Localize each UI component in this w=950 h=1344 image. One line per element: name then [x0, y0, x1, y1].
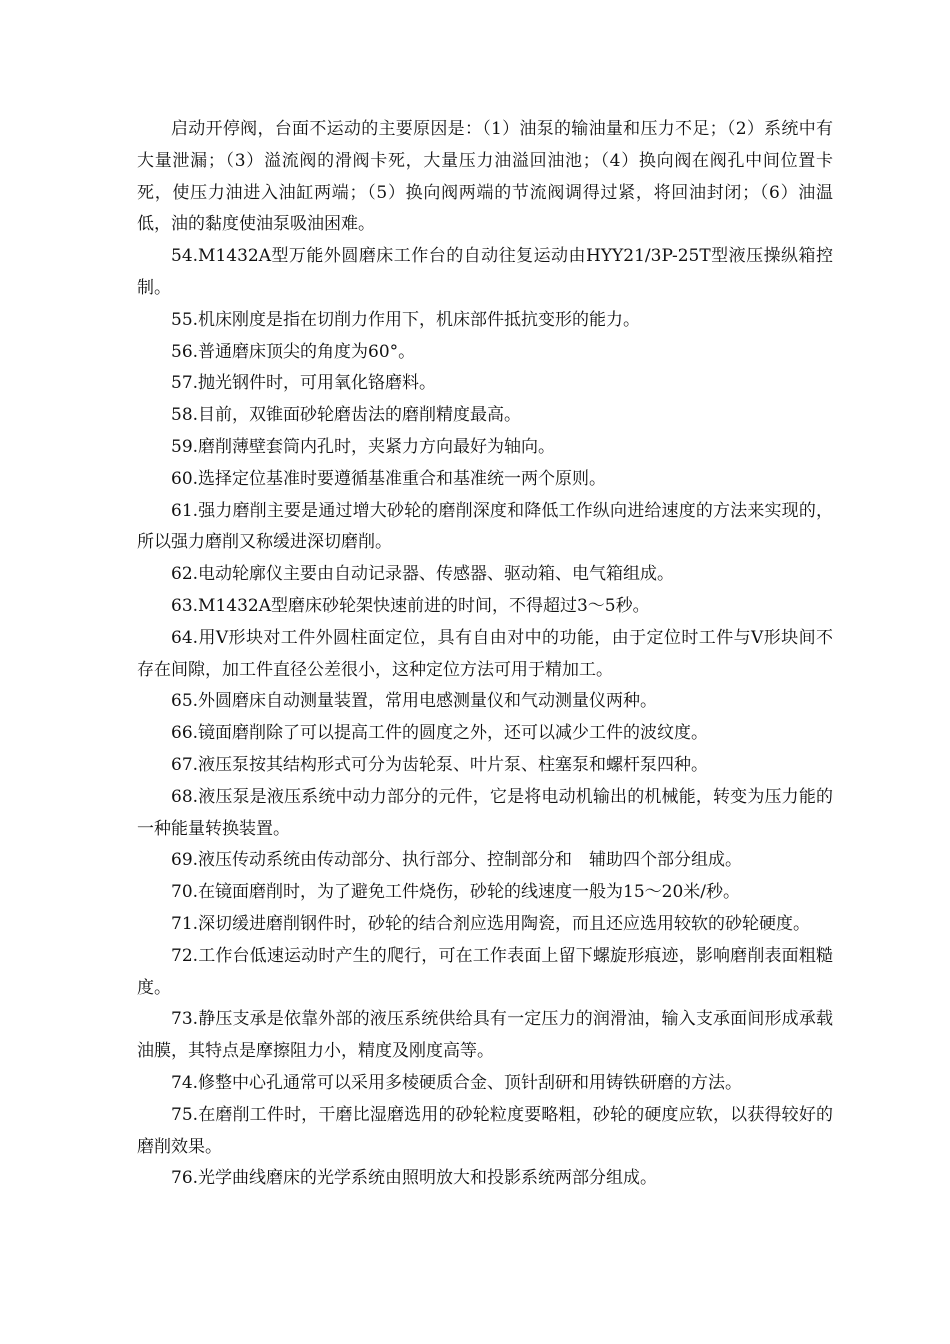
paragraph-item-63: 63.M1432A型磨床砂轮架快速前进的时间，不得超过3～5秒。: [171, 595, 650, 616]
paragraph-item-68: 68.液压泵是液压系统中动力部分的元件，它是将电动机输出的机械能，转变为压力能的一种能量转换装置。: [137, 786, 833, 839]
paragraph-item-69: 69.液压传动系统由传动部分、执行部分、控制部分和 辅助四个部分组成。: [171, 850, 743, 871]
paragraph-item-75: 75.在磨削工件时，干磨比湿磨选用的砂轮粒度要略粗，砂轮的硬度应软，以获得较好的磨削效果。: [137, 1104, 833, 1157]
paragraph-item-74: 74.修整中心孔通常可以采用多棱硬质合金、顶针刮研和用铸铁研磨的方法。: [171, 1072, 743, 1093]
paragraph-item-56: 56.普通磨床顶尖的角度为60°。: [171, 341, 416, 362]
paragraph-item-64: 64.用V形块对工件外圆柱面定位，具有自由对中的功能，由于定位时工件与V形块间不存在间隙，加工件直径公差很小，这种定位方法可用于精加工。: [137, 627, 833, 680]
paragraph-item-66: 66.镜面磨削除了可以提高工件的圆度之外，还可以减少工件的波纹度。: [171, 723, 709, 744]
paragraph-item-70: 70.在镜面磨削时，为了避免工件烧伤，砂轮的线速度一般为15～20米/秒。: [171, 882, 741, 903]
paragraph-item-72: 72.工作台低速运动时产生的爬行，可在工作表面上留下螺旋形痕迹，影响磨削表面粗糙度。: [137, 945, 833, 998]
paragraph-item-54: 54.M1432A型万能外圆磨床工作台的自动往复运动由HYY21/3P-25T型液压操纵箱控制。: [137, 246, 833, 298]
paragraph-item-58: 58.目前，双锥面砂轮磨齿法的磨削精度最高。: [171, 405, 522, 426]
paragraph-intro: 启动开停阀，台面不运动的主要原因是：（1）油泵的输油量和压力不足；（2）系统中有大量泄漏；（3）溢流阀的滑阀卡死，大量压力油溢回油池；（4）换向阀在阀孔中间位置卡死，使压力油进入油缸两端；（5）换向阀两端的节流阀调得过紧，将回油封闭；（6）油温低，油的黏度使油泵吸油困难。: [137, 119, 833, 235]
paragraph-item-76: 76.光学曲线磨床的光学系统由照明放大和投影系统两部分组成。: [171, 1168, 658, 1189]
paragraph-item-61: 61.强力磨削主要是通过增大砂轮的磨削深度和降低工作纵向进给速度的方法来实现的，所以强力磨削又称缓进深切磨削。: [137, 500, 833, 553]
paragraph-item-67: 67.液压泵按其结构形式可分为齿轮泵、叶片泵、柱塞泵和螺杆泵四种。: [171, 754, 709, 775]
paragraph-item-59: 59.磨削薄壁套筒内孔时，夹紧力方向最好为轴向。: [171, 436, 556, 457]
paragraph-item-60: 60.选择定位基准时要遵循基准重合和基准统一两个原则。: [171, 468, 607, 489]
paragraph-item-57: 57.抛光钢件时，可用氧化铬磨料。: [171, 373, 437, 394]
paragraph-item-73: 73.静压支承是依靠外部的液压系统供给具有一定压力的润滑油，输入支承面间形成承载油膜，其特点是摩擦阻力小，精度及刚度高等。: [137, 1009, 833, 1062]
document-page: [137, 114, 833, 1195]
paragraph-item-71: 71.深切缓进磨削钢件时，砂轮的结合剂应选用陶瓷，而且还应选用较软的砂轮硬度。: [171, 913, 811, 934]
paragraph-item-55: 55.机床刚度是指在切削力作用下，机床部件抵抗变形的能力。: [171, 309, 641, 330]
paragraph-item-65: 65.外圆磨床自动测量装置，常用电感测量仪和气动测量仪两种。: [171, 691, 658, 712]
paragraph-item-62: 62.电动轮廓仪主要由自动记录器、传感器、驱动箱、电气箱组成。: [171, 564, 675, 585]
